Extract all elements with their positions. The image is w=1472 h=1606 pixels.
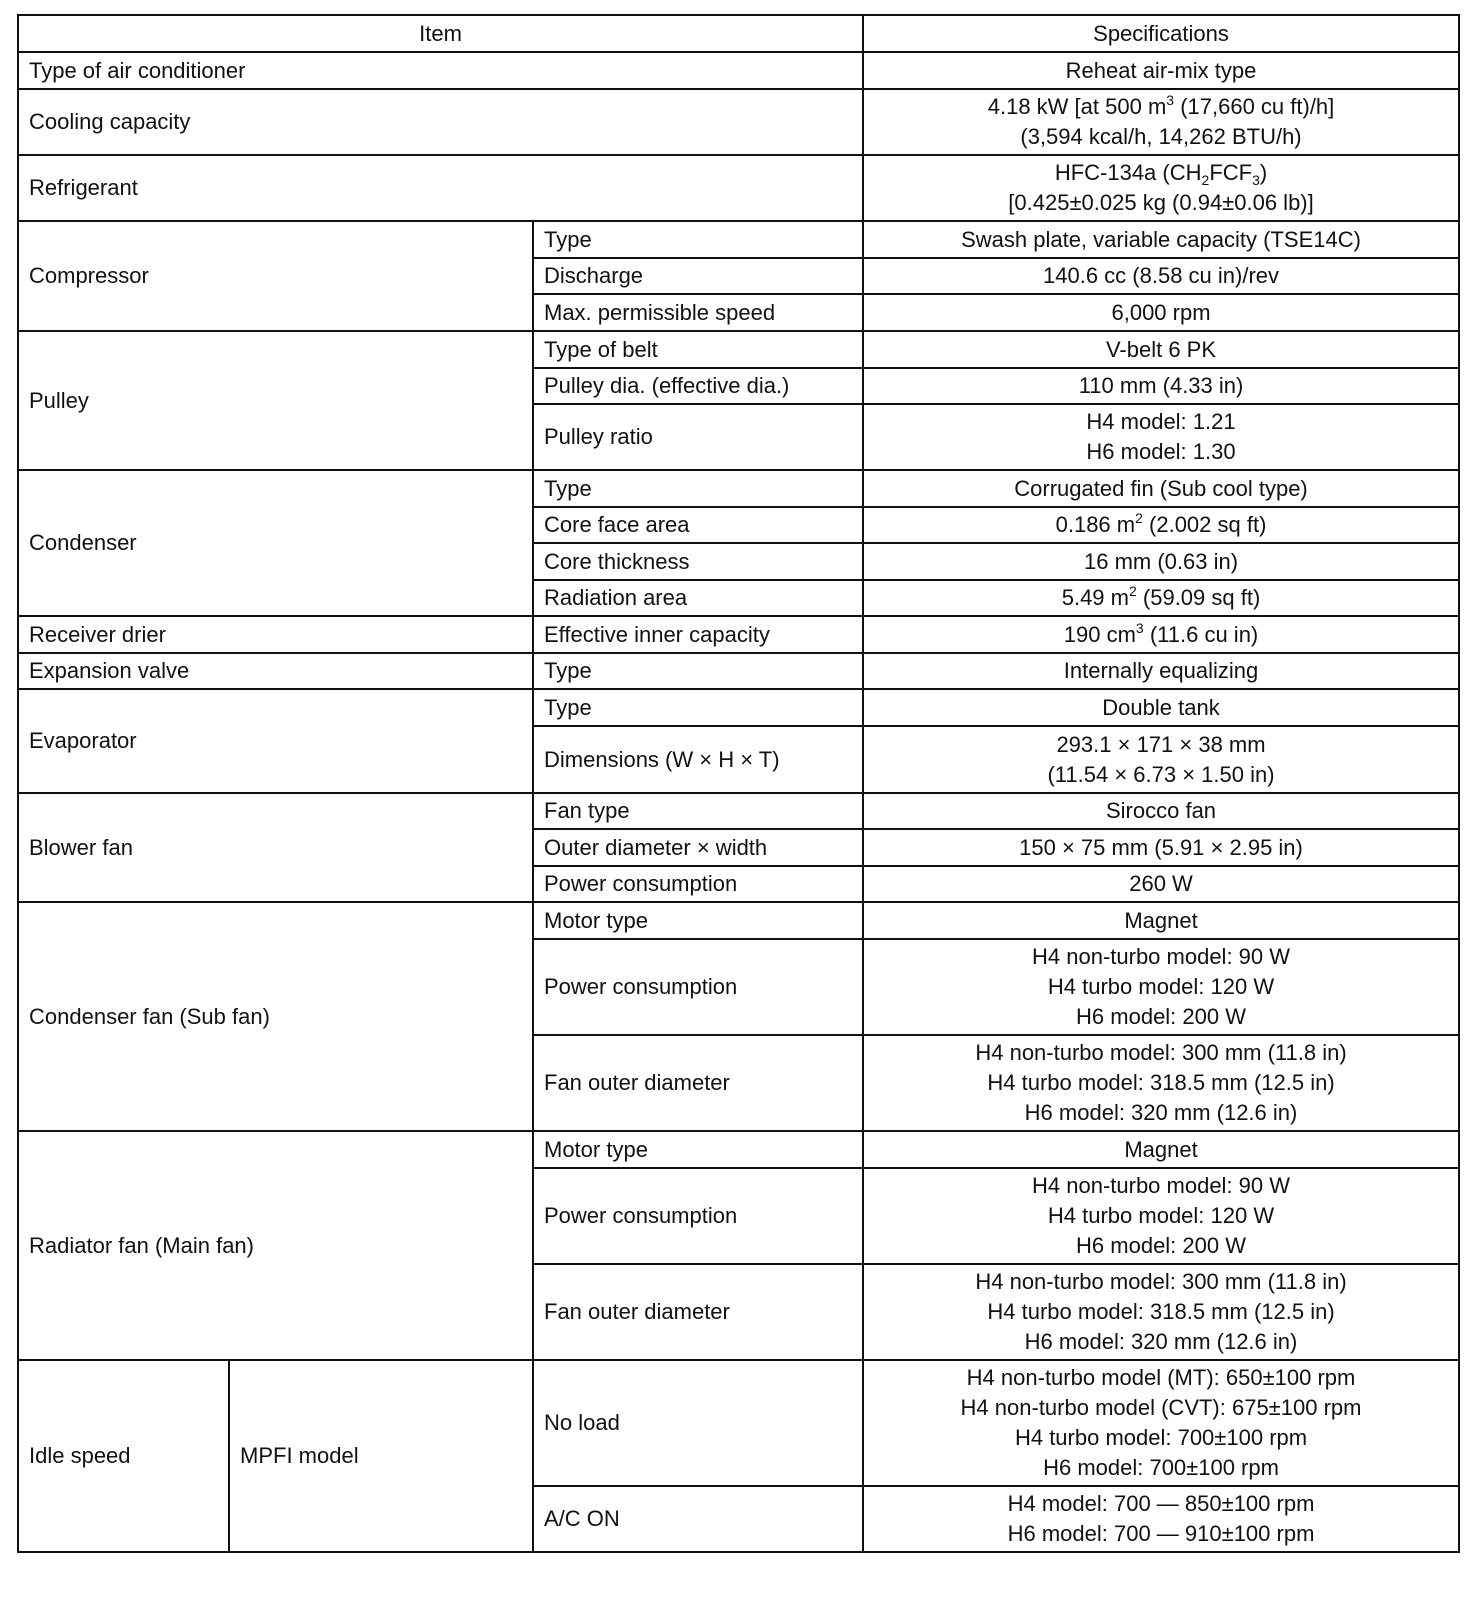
spec-line: H4 non-turbo model: 90 W <box>1032 1173 1291 1198</box>
spec-line: H4 turbo model: 318.5 mm (12.5 in) <box>987 1299 1335 1324</box>
table-row <box>18 653 1459 689</box>
sub-label: Pulley dia. (effective dia.) <box>533 368 863 404</box>
row-label: Compressor <box>18 221 533 331</box>
sub-label: Radiation area <box>533 580 863 616</box>
sub-label: Core face area <box>533 507 863 543</box>
spec-value: V-belt 6 PK <box>863 331 1459 368</box>
sub-label: Fan outer diameter <box>533 1264 863 1360</box>
sub-label: Fan outer diameter <box>533 1035 863 1131</box>
table-row <box>18 89 1459 155</box>
spec-value <box>863 1360 1459 1486</box>
header-specifications: Specifications <box>863 15 1459 52</box>
spec-value: Reheat air-mix type <box>863 52 1459 89</box>
table-row <box>18 470 1459 507</box>
spec-value <box>863 1168 1459 1264</box>
spec-text: (59.09 sq ft) <box>1136 585 1261 610</box>
spec-line: H6 model: 700±100 rpm <box>1043 1455 1279 1480</box>
spec-value <box>863 726 1459 793</box>
sub-label: Type <box>533 653 863 689</box>
sub-label: A/C ON <box>533 1486 863 1552</box>
table-row <box>18 1360 1459 1486</box>
sub-label: No load <box>533 1360 863 1486</box>
row-sublabel: MPFI model <box>229 1360 533 1552</box>
spec-value: 6,000 rpm <box>863 294 1459 331</box>
spec-text: 0.186 m <box>1055 512 1136 537</box>
table-header-row <box>18 15 1459 52</box>
spec-line: H4 turbo model: 120 W <box>1047 1203 1275 1228</box>
spec-value: 16 mm (0.63 in) <box>863 543 1459 580</box>
spec-line: [0.425±0.025 kg (0.94±0.06 lb)] <box>1008 190 1314 215</box>
subscript: 2 <box>1201 172 1210 188</box>
sub-label: Type of belt <box>533 331 863 368</box>
spec-line: H4 model: 1.21 <box>1086 409 1236 434</box>
spec-text: (11.6 cu in) <box>1143 621 1259 647</box>
spec-line: 293.1 × 171 × 38 mm <box>1056 731 1266 757</box>
table-row <box>18 221 1459 258</box>
spec-value <box>863 507 1459 543</box>
sub-label: Motor type <box>533 902 863 939</box>
spec-text: FCF <box>1209 160 1253 185</box>
spec-line: H4 non-turbo model (CVT): 675±100 rpm <box>960 1395 1362 1420</box>
spec-value: 110 mm (4.33 in) <box>863 368 1459 404</box>
spec-value <box>863 1264 1459 1360</box>
specifications-table <box>17 14 1460 1553</box>
spec-line: H4 non-turbo model: 300 mm (11.8 in) <box>975 1269 1347 1294</box>
spec-line: H6 model: 700 — 910±100 rpm <box>1007 1521 1315 1546</box>
spec-value <box>863 939 1459 1035</box>
spec-value <box>863 404 1459 470</box>
spec-line: (3,594 kcal/h, 14,262 BTU/h) <box>1020 124 1302 149</box>
sub-label: Effective inner capacity <box>533 616 863 653</box>
sub-label: Motor type <box>533 1131 863 1168</box>
sub-label: Pulley ratio <box>533 404 863 470</box>
spec-value <box>863 616 1459 653</box>
row-label: Evaporator <box>18 689 533 793</box>
table-row <box>18 902 1459 939</box>
superscript: 3 <box>1135 619 1144 636</box>
row-label: Type of air conditioner <box>18 52 863 89</box>
subscript: 3 <box>1252 172 1260 188</box>
row-label: Receiver drier <box>18 616 533 653</box>
spec-text: (17,660 cu ft)/h] <box>1174 94 1335 119</box>
spec-value: 150 × 75 mm (5.91 × 2.95 in) <box>863 829 1459 866</box>
row-label: Idle speed <box>18 1360 229 1552</box>
spec-value: 260 W <box>863 866 1459 902</box>
spec-line: H4 turbo model: 120 W <box>1047 974 1275 999</box>
spec-line: H6 model: 320 mm (12.6 in) <box>1024 1329 1298 1354</box>
row-label: Cooling capacity <box>18 89 863 155</box>
spec-text: 4.18 kW [at 500 m <box>987 94 1167 119</box>
superscript: 2 <box>1135 510 1143 526</box>
table-row <box>18 616 1459 653</box>
spec-line: H4 turbo model: 318.5 mm (12.5 in) <box>987 1070 1335 1095</box>
table-row <box>18 331 1459 368</box>
spec-value <box>863 155 1459 221</box>
superscript: 2 <box>1128 583 1137 599</box>
table-row <box>18 52 1459 89</box>
sub-label: Max. permissible speed <box>533 294 863 331</box>
spec-line: H4 non-turbo model (MT): 650±100 rpm <box>966 1365 1356 1390</box>
spec-line: H4 model: 700 — 850±100 rpm <box>1007 1491 1315 1516</box>
spec-value: Double tank <box>863 689 1459 726</box>
spec-line: H4 non-turbo model: 300 mm (11.8 in) <box>975 1040 1347 1065</box>
row-label: Radiator fan (Main fan) <box>18 1131 533 1360</box>
sub-label: Fan type <box>533 793 863 829</box>
sub-label: Discharge <box>533 258 863 294</box>
sub-label: Type <box>533 470 863 507</box>
table-row <box>18 793 1459 829</box>
spec-value: Swash plate, variable capacity (TSE14C) <box>863 221 1459 258</box>
spec-line: H6 model: 200 W <box>1076 1233 1246 1258</box>
spec-line: H6 model: 200 W <box>1076 1004 1246 1029</box>
table-row <box>18 1131 1459 1168</box>
row-label: Condenser <box>18 470 533 616</box>
spec-text: HFC-134a (CH <box>1054 160 1202 185</box>
table-row <box>18 155 1459 221</box>
sub-label: Dimensions (W × H × T) <box>533 726 863 793</box>
sub-label: Type <box>533 221 863 258</box>
sub-label: Core thickness <box>533 543 863 580</box>
header-item: Item <box>18 15 863 52</box>
sub-label: Power consumption <box>533 866 863 902</box>
spec-line: H6 model: 320 mm (12.6 in) <box>1024 1100 1298 1125</box>
spec-value: Sirocco fan <box>863 793 1459 829</box>
spec-value <box>863 1035 1459 1131</box>
spec-text: 5.49 m <box>1061 585 1129 610</box>
spec-value: Internally equalizing <box>863 653 1459 689</box>
spec-line <box>874 158 1448 188</box>
sub-label: Power consumption <box>533 1168 863 1264</box>
spec-line <box>874 92 1448 122</box>
spec-value: Magnet <box>863 902 1459 939</box>
row-label: Refrigerant <box>18 155 863 221</box>
spec-value: Magnet <box>863 1131 1459 1168</box>
spec-value: Corrugated fin (Sub cool type) <box>863 470 1459 507</box>
spec-value <box>863 89 1459 155</box>
row-label: Condenser fan (Sub fan) <box>18 902 533 1131</box>
spec-text: 190 cm <box>1063 621 1136 647</box>
spec-line: H6 model: 1.30 <box>1086 439 1236 464</box>
spec-line: H4 turbo model: 700±100 rpm <box>1014 1425 1308 1450</box>
superscript: 3 <box>1166 92 1175 108</box>
row-label: Expansion valve <box>18 653 533 689</box>
spec-text: ) <box>1259 160 1268 185</box>
spec-value <box>863 580 1459 616</box>
spec-text: (2.002 sq ft) <box>1142 512 1267 537</box>
sub-label: Power consumption <box>533 939 863 1035</box>
spec-value: 140.6 cc (8.58 cu in)/rev <box>863 258 1459 294</box>
table-row <box>18 689 1459 726</box>
row-label: Blower fan <box>18 793 533 902</box>
spec-line: (11.54 × 6.73 × 1.50 in) <box>1047 761 1275 787</box>
spec-value <box>863 1486 1459 1552</box>
sub-label: Type <box>533 689 863 726</box>
sub-label: Outer diameter × width <box>533 829 863 866</box>
row-label: Pulley <box>18 331 533 470</box>
spec-line: H4 non-turbo model: 90 W <box>1032 944 1291 969</box>
